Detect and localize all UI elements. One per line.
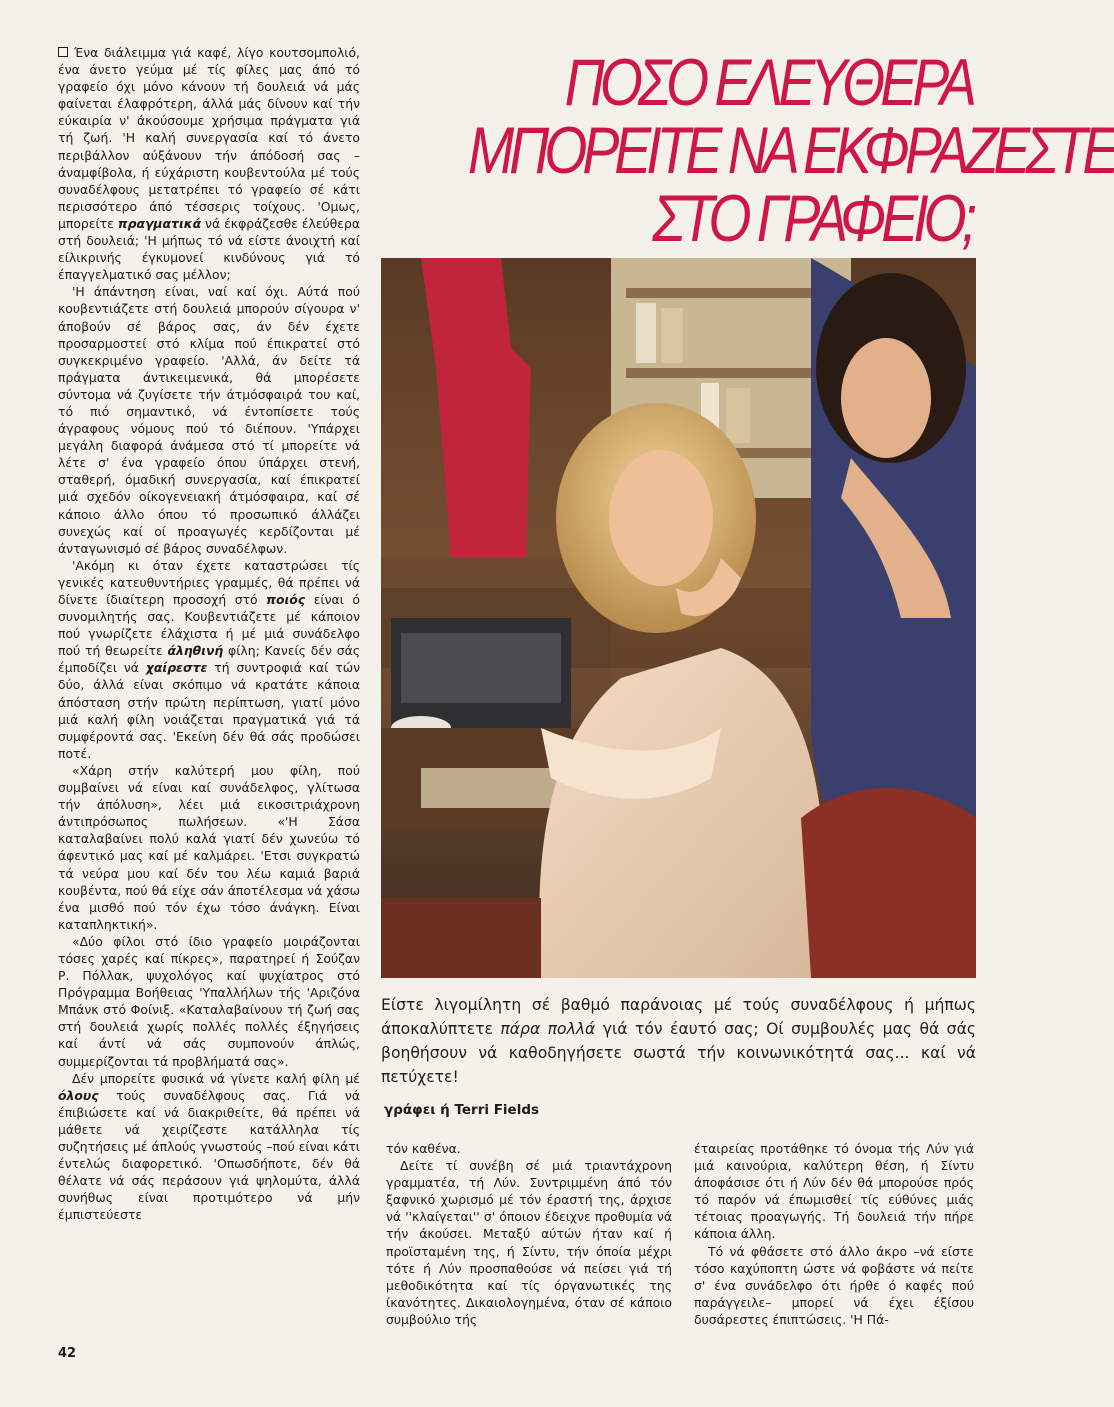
bottom-column-1 (386, 1140, 672, 1340)
office-photo-illustration (381, 258, 976, 978)
headline-line: ΣΤΟ ΓΡΑΦΕΙΟ; (652, 181, 972, 255)
paragraph: Τό νά φθάσετε στό άλλο άκρο –νά είστε τόσο καχύποπτη ώστε νά φοβάστε νά πείτε σ' ένα συνάδελφο ότι ήρθε ό καφές πού παράγγειλε– μπορεί νά έχει έξίσου δυσάρεστες έπιπτώσεις. 'Η Πά- (694, 1243, 974, 1327)
article-deck: Είστε λιγομίλητη σέ βαθμό παράνοιας μέ τούς συναδέλφους ή μήπως άποκαλύπτετε πάρα πολλά γιά τόν έαυτό σας; Οί συμβουλές μας θά σάς βοηθήσουν νά καθοδηγήσετε σωστά τήν κοινωνικότητά σας... καί νά πετύχετε! (381, 996, 976, 1086)
paragraph: «Χάρη στήν καλύτερή μου φίλη, πού συμβαίνει νά είναι καί συνάδελφος, γλίτωσα τήν άπόλυση», λέει μιά εικοσιτριάχρονη άντιπρόσωπος πωλήσεων. «'Η Σάσα καταλαβαίνει πολύ καλά γιατί δέν χωνεύω τό άφεντικό μας καί μέ καλμάρει. 'Ετσι συγκρατώ τά νεύρα μου καί δέν του λέω καμιά βαριά κουβέντα, πού θά είχε σάν άποτέλεσμα νά χάσω ένα μισθό πού τόν έχω τόσο άνάγκη. Είναι καταπληκτική». (58, 762, 360, 932)
page-number: 42 (58, 1346, 77, 1361)
headline-line: ΜΠΟΡΕΙΤΕ ΝΑ ΕΚΦΡΑΖΕΣΤΕ (468, 113, 1114, 187)
paragraph: έταιρείας προτάθηκε τό όνομα τής Λύν γιά μιά καινούρια, καλύτερη θέση, ή Σίντυ άποφάσισε ότι ή Λύν δέν θά μπορούσε πρός τό παρόν νά έπωμισθεί τίς εύθύνες μιάς τέτοιας προαγωγής. Τή δουλειά τήν πήρε κάποια άλλη. (694, 1141, 974, 1242)
paragraph: «Δύο φίλοι στό ίδιο γραφείο μοιράζονται τόσες χαρές καί πίκρες», παρατηρεί ή Σούζαν Ρ. Πόλλακ, ψυχολόγος καί ψυχίατρος στό Πρόγραμμα Βοήθειας 'Υπαλλήλων τής 'Αριζόνα Μπάνκ στό Φοίνιξ. «Καταλαβαίνουν τή ζωή σας στή δουλειά χωρίς πολλές πολλές έξηγήσεις καί άντί νά σάς συμπονούν άπλώς, συμμερίζονται τά προβλήματά σας». (58, 933, 360, 1069)
paragraph: Δείτε τί συνέβη σέ μιά τριαντάχρονη γραμματέα, τή Λύν. Συντριμμένη άπό τόν ξαφνικό χωρισμό μέ τόν έραστή της, άρχισε νά ''κλαίγεται'' σ' όποιον έδειχνε προθυμία νά τήν άκούσει. Μεταξύ αύτών ήταν καί ή προϊσταμένη της, ή Σίντυ, τήν όποία μέχρι τότε ή Λύν προσπαθούσε νά πείσει γιά τή μεθοδικότητα καί τίς όργανωτικές της ίκανότητες. Δικαιολογημένα, όταν σέ κάποιο συμβούλιο τής (386, 1158, 672, 1327)
paragraph: 'Η άπάντηση είναι, ναί καί όχι. Αύτά πού κουβεντιάζετε στή δουλειά μπορούν σίγουρα ν' άποβούν σέ βάρος σας, άν δέν έχετε προσαρμοστεί στό κλίμα πού έπικρατεί στό συγκεκριμένο γραφείο. 'Αλλά, άν δείτε τά πράγματα άντικειμενικά, θά μπορέσετε σύντομα νά ζυγίσετε τήν άτμόσφαιρά του καί, τό πιό σημαντικό, νά έντοπίσετε τούς άγραφους νόμους πού τό διέπουν. 'Υπάρχει μεγάλη διαφορά άνάμεσα στό τί μπορείτε νά λέτε σ' ένα γραφείο όπου ύπάρχει στενή, σταθερή, όμαδική συνεργασία, καί έπικρατεί μιά σχεδόν οίκογενειακή άτμόσφαιρα, καί σέ κάποιο άλλο όπου τό προσωπικό άλλάζει συνεχώς καί οί προαγωγές κερδίζονται μέ άνταγωνισμό σέ βάρος συναδέλφων. (58, 284, 360, 556)
paragraph: Δέν μπορείτε φυσικά νά γίνετε καλή φίλη μέ όλους τούς συναδέλφους σας. Γιά νά έπιβιώσετε καί νά διακριθείτε, θά πρέπει νά μάθετε νά χειρίζεστε κατάλληλα τίς συζητήσεις μέ άπλούς γνωστούς –πού είναι κάτι έντελώς διαφορετικό. 'Οπωσδήποτε, δέν θά θέλατε νά σάς περάσουν γιά ψηλομύτα, άλλά συνήθως είναι προτιμότερο νά μήν έμπιστεύεστε (58, 1070, 360, 1223)
bottom-column-2 (694, 1140, 974, 1340)
office-photo (381, 258, 976, 978)
headline-line: ΠΟΣΟ ΕΛΕΥΘΕΡΑ (564, 45, 972, 119)
paragraph: 'Ακόμη κι όταν έχετε καταστρώσει τίς γενικές κατευθυντήριες γραμμές, θά πρέπει νά δίνετε ίδιαίτερη προσοχή στό ποιός είναι ό συνομιλητής σας. Κουβεντιάζετε μέ κάποιον πού γνωρίζετε έλάχιστα ή μέ μιά συνάδελφο πού τή θεωρείτε άληθινή φίλη; Κανείς δέν σάς έμποδίζει νά χαίρεστε τή συντροφιά καί τών δύο, άλλά είναι σκόπιμο νά κρατάτε κάποια άπόσταση στήν πρώτη περίπτωση, γιατί μόνο μιά καλή φίλη νοιάζεται πραγματικά γιά τά συμφέροντά σας. 'Εκείνη δέν θά σάς προδώσει ποτέ. (58, 557, 361, 761)
left-article-column (58, 44, 360, 1329)
article-headline (468, 45, 1114, 255)
section-square-icon (58, 47, 68, 57)
byline: γράφει ή Terri Fields (384, 1102, 540, 1118)
paragraph: Ένα διάλειμμα γιά καφέ, λίγο κουτσομπολιό, ένα άνετο γεύμα μέ τίς φίλες μας άπό τό γραφείο όχι μόνο κάνουν τή δουλειά νά μάς φαίνεται έλαφρότερη, άλλά μάς δίνουν καί τήν εύκαιρία ν' άκούσουμε χρήσιμα πράγματα γιά τή ζωή. 'Η καλή συνεργασία καί τό άνετο περιβάλλον αύξάνουν τήν άπόδοσή σας –άναμφίβολα, ή εύχάριστη κουβεντούλα μέ τούς συναδέλφους μετατρέπει τό γραφείο σέ κάτι περισσότερο άπό τέσσερις τοίχους. 'Ομως, μπορείτε πραγματικά νά έκφράζεσθε έλεύθερα στή δουλειά; 'Η μήπως τό νά είστε άνοιχτή καί είλικρινής έγκυμονεί κινδύνους γιά τό έπαγγελματικό σας μέλλον; (58, 45, 360, 283)
paragraph: τόν καθένα. (386, 1141, 461, 1156)
